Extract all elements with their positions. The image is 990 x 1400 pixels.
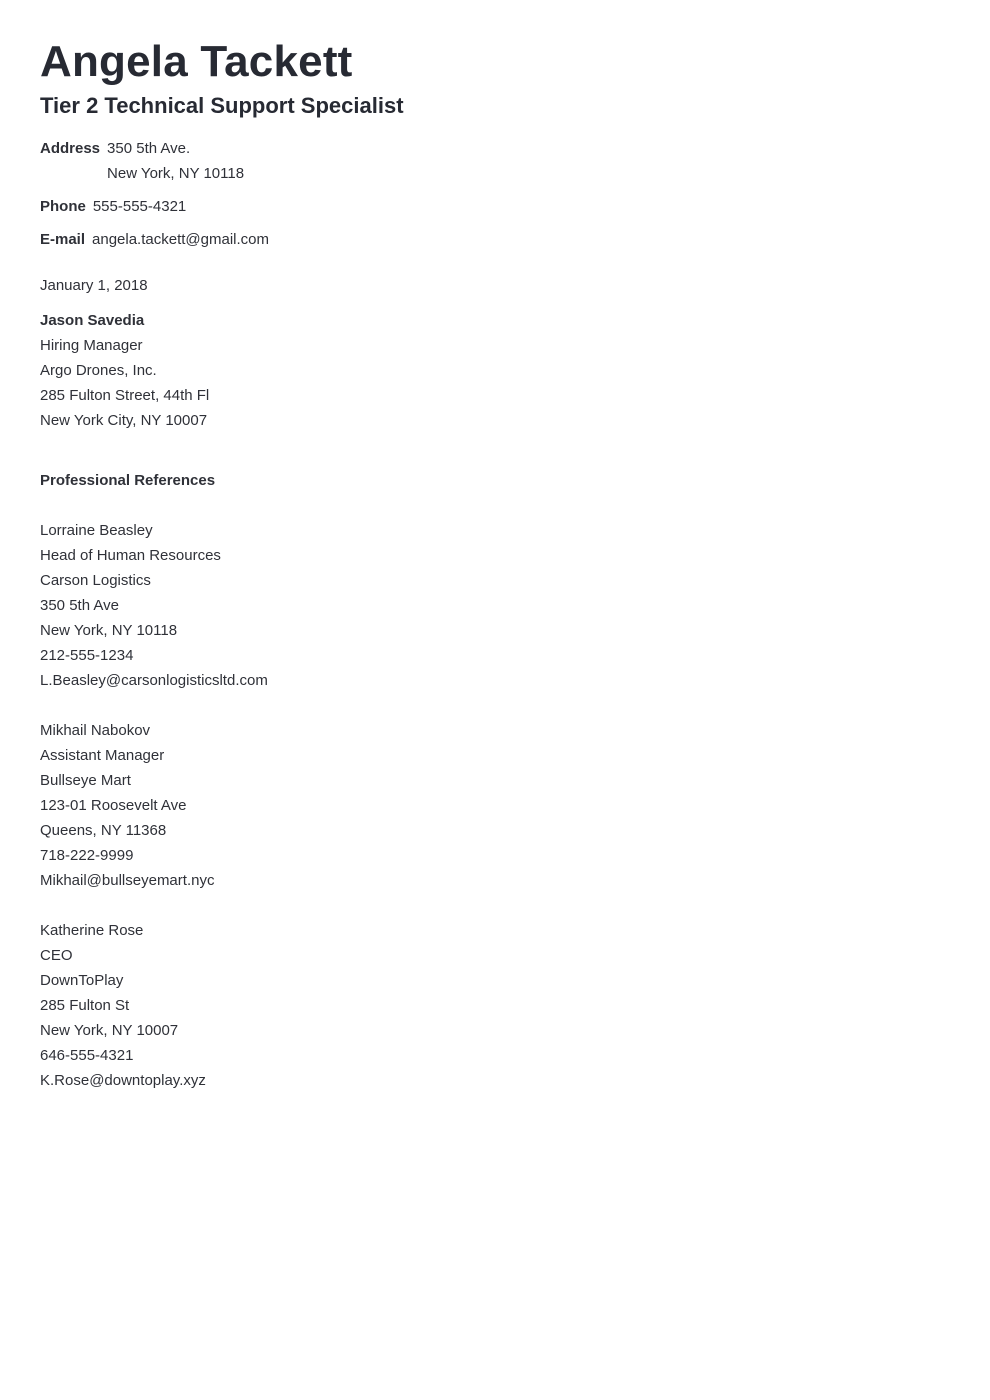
recipient-role: Hiring Manager bbox=[40, 337, 143, 354]
reference-role: CEO bbox=[40, 947, 73, 964]
recipient-block bbox=[40, 308, 950, 433]
phone-row bbox=[40, 194, 950, 219]
reference-company: Carson Logistics bbox=[40, 572, 151, 589]
reference-email: Mikhail@bullseyemart.nyc bbox=[40, 872, 215, 889]
phone-value: 555-555-4321 bbox=[92, 198, 187, 215]
reference-role: Assistant Manager bbox=[40, 747, 165, 764]
reference-name: Lorraine Beasley bbox=[40, 522, 153, 539]
candidate-title: Tier 2 Technical Support Specialist bbox=[40, 93, 404, 118]
references-heading: Professional References bbox=[40, 472, 216, 489]
reference-entry bbox=[40, 918, 950, 1093]
address-row bbox=[40, 136, 950, 186]
reference-phone: 718-222-9999 bbox=[40, 847, 134, 864]
address-value bbox=[107, 136, 244, 186]
recipient-street: 285 Fulton Street, 44th Fl bbox=[40, 387, 210, 404]
address-line-2: New York, NY 10118 bbox=[107, 165, 245, 182]
reference-company: Bullseye Mart bbox=[40, 772, 131, 789]
reference-company: DownToPlay bbox=[40, 972, 124, 989]
candidate-name: Angela Tackett bbox=[40, 37, 353, 86]
phone-label: Phone bbox=[40, 198, 86, 215]
reference-email: K.Rose@downtoplay.xyz bbox=[40, 1072, 206, 1089]
reference-entry bbox=[40, 718, 950, 893]
contact-block bbox=[40, 136, 950, 252]
reference-phone: 646-555-4321 bbox=[40, 1047, 134, 1064]
recipient-name: Jason Savedia bbox=[40, 312, 145, 329]
recipient-city: New York City, NY 10007 bbox=[40, 412, 208, 429]
reference-role: Head of Human Resources bbox=[40, 547, 221, 564]
reference-city: New York, NY 10118 bbox=[40, 622, 178, 639]
reference-city: New York, NY 10007 bbox=[40, 1022, 179, 1039]
reference-street: 285 Fulton St bbox=[40, 997, 130, 1014]
letter-date: January 1, 2018 bbox=[40, 277, 148, 294]
email-label: E-mail bbox=[40, 231, 86, 248]
reference-city: Queens, NY 11368 bbox=[40, 822, 167, 839]
reference-name: Katherine Rose bbox=[40, 922, 144, 939]
email-row bbox=[40, 227, 950, 252]
recipient-company: Argo Drones, Inc. bbox=[40, 362, 157, 379]
reference-phone: 212-555-1234 bbox=[40, 647, 134, 664]
reference-email: L.Beasley@carsonlogisticsltd.com bbox=[40, 672, 268, 689]
email-value: angela.tackett@gmail.com bbox=[92, 231, 269, 248]
reference-street: 350 5th Ave bbox=[40, 597, 119, 614]
reference-name: Mikhail Nabokov bbox=[40, 722, 151, 739]
address-label: Address bbox=[40, 140, 101, 157]
reference-street: 123-01 Roosevelt Ave bbox=[40, 797, 187, 814]
address-line-1: 350 5th Ave. bbox=[107, 140, 191, 157]
reference-entry bbox=[40, 518, 950, 693]
